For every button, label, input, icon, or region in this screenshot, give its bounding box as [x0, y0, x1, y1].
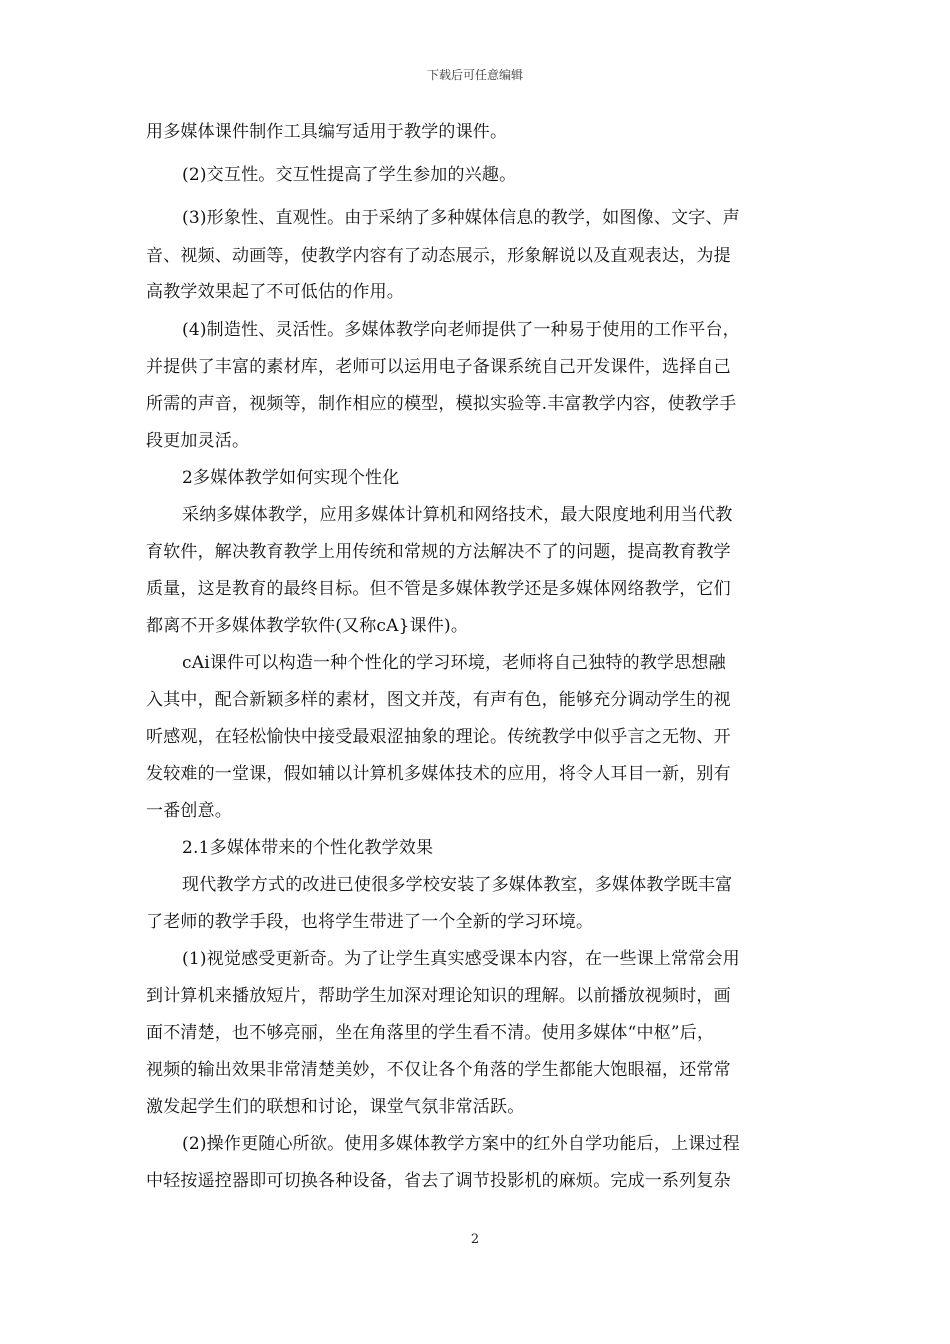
text-line: 现代教学方式的改进已使很多学校安装了多媒体教室，多媒体教学既丰富 — [182, 875, 733, 895]
section-heading: 2多媒体教学如何实现个性化 — [182, 468, 400, 488]
text-line: 并提供了丰富的素材库，老师可以运用电子备课系统自己开发课件，选择自己 — [146, 357, 731, 377]
text-line: cAi课件可以构造一种个性化的学习环境，老师将自己独特的教学思想融 — [182, 653, 726, 673]
text-line: 段更加灵活。 — [146, 431, 250, 451]
text-line: (2)操作更随心所欲。使用多媒体教学方案中的红外自学功能后，上课过程 — [182, 1134, 740, 1154]
text-line: 听感观，在轻松愉快中接受最艰涩抽象的理论。传统教学中似乎言之无物、开 — [146, 727, 731, 747]
text-line: 音、视频、动画等，使教学内容有了动态展示，形象解说以及直观表达，为提 — [146, 246, 731, 266]
text-line: 一番创意。 — [146, 801, 232, 821]
text-line: 面不清楚，也不够亮丽，坐在角落里的学生看不清。使用多媒体“中枢”后， — [146, 1023, 715, 1043]
text-line: (4)制造性、灵活性。多媒体教学向老师提供了一种易于使用的工作平台， — [182, 320, 740, 340]
text-line: 发较难的一堂课，假如辅以计算机多媒体技术的应用，将令人耳目一新，别有 — [146, 764, 731, 784]
text-line: 所需的声音，视频等，制作相应的模型，模拟实验等.丰富教学内容，使教学手 — [146, 394, 737, 414]
text-line: 了老师的教学手段，也将学生带进了一个全新的学习环境。 — [146, 912, 594, 932]
text-line: 质量，这是教育的最终目标。但不管是多媒体教学还是多媒体网络教学，它们 — [146, 579, 731, 599]
text-line: 到计算机来播放短片，帮助学生加深对理论知识的理解。以前播放视频时，画 — [146, 986, 731, 1006]
text-line: (3)形象性、直观性。由于采纳了多种媒体信息的教学，如图像、文字、声 — [182, 208, 740, 228]
section-heading: 2.1多媒体带来的个性化教学效果 — [182, 838, 434, 858]
text-line: (1)视觉感受更新奇。为了让学生真实感受课本内容，在一些课上常常会用 — [182, 949, 740, 969]
text-line: 高教学效果起了不可低估的作用。 — [146, 282, 404, 302]
page-header: 下载后可任意编辑 — [426, 68, 523, 82]
text-line: 用多媒体课件制作工具编写适用于教学的课件。 — [146, 122, 508, 142]
text-line: 育软件，解决教育教学上用传统和常规的方法解决不了的问题，提高教育教学 — [146, 542, 731, 562]
text-line: 中轻按遥控器即可切换各种设备，省去了调节投影机的麻烦。完成一系列复杂 — [146, 1171, 731, 1191]
text-line: 采纳多媒体教学，应用多媒体计算机和网络技术，最大限度地利用当代教 — [182, 505, 733, 525]
text-line: 视频的输出效果非常清楚美妙，不仅让各个角落的学生都能大饱眼福，还常常 — [146, 1060, 731, 1080]
text-line: 都离不开多媒体教学软件(又称cA}课件)。 — [146, 616, 469, 636]
text-line: 激发起学生们的联想和讨论，课堂气氛非常活跃。 — [146, 1097, 525, 1117]
text-line: (2)交互性。交互性提高了学生参加的兴趣。 — [182, 165, 517, 185]
page-number: 2 — [470, 1232, 480, 1247]
text-line: 入其中，配合新颖多样的素材，图文并茂，有声有色，能够充分调动学生的视 — [146, 690, 731, 710]
